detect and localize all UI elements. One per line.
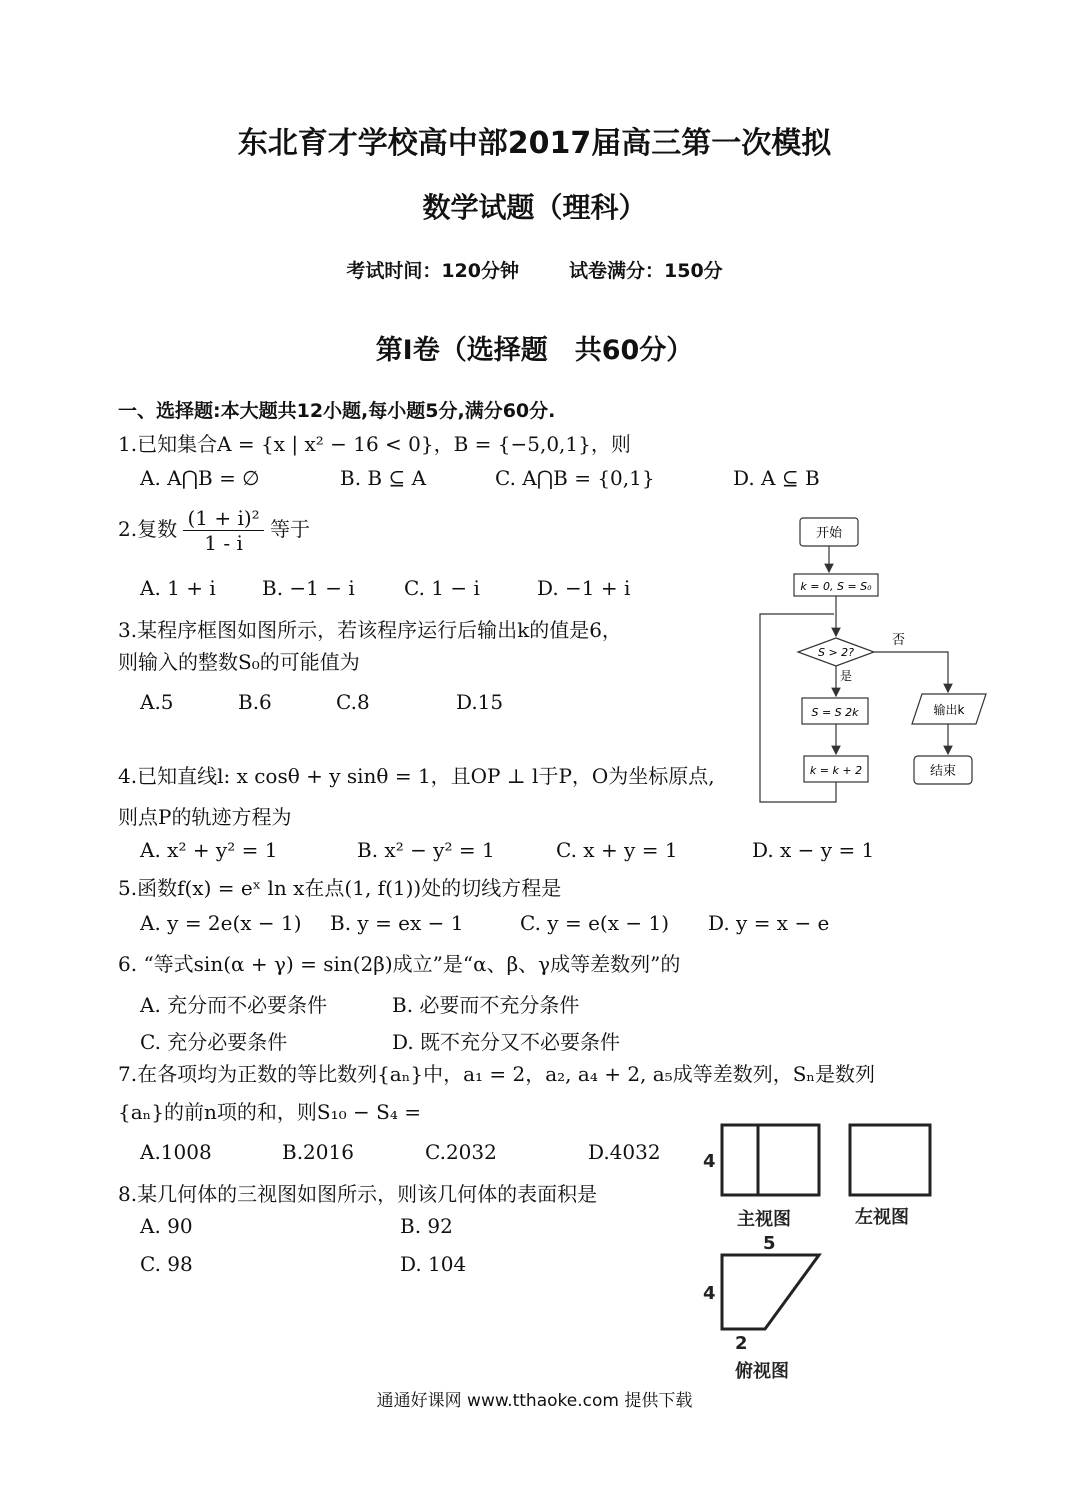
q8-option-a: A. 90 xyxy=(140,1214,193,1238)
q2-option-c: C. 1 − i xyxy=(404,576,480,600)
flowchart-end-text: 结束 xyxy=(929,764,957,779)
question-2-stem xyxy=(118,506,310,555)
question-3-stem-2: 则输入的整数S₀的可能值为 xyxy=(118,650,360,674)
top-view-trapezoid xyxy=(722,1255,819,1329)
exam-time: 考试时间：120分钟 xyxy=(346,260,519,282)
flowchart-condition-text: S > 2? xyxy=(817,646,855,659)
question-6-stem: 6. “等式sin(α + γ) = sin(2β)成立”是“α、β、γ成等差数列”的 xyxy=(118,952,681,976)
q5-option-c: C. y = e(x − 1) xyxy=(520,911,669,935)
q8-option-d: D. 104 xyxy=(400,1252,467,1276)
q3-option-d: D.15 xyxy=(456,690,504,714)
flowchart-yes-label: 是 xyxy=(840,669,853,683)
q6-option-b: B. 必要而不充分条件 xyxy=(392,993,580,1017)
question-8-stem: 8.某几何体的三视图如图所示，则该几何体的表面积是 xyxy=(118,1182,598,1206)
q2-stem-suffix: 等于 xyxy=(270,517,311,541)
flowchart-output-text: 输出k xyxy=(933,703,965,717)
part-title: 第Ⅰ卷（选择题 共60分） xyxy=(375,335,694,366)
q7-option-b: B.2016 xyxy=(282,1140,354,1164)
school-title: 东北育才学校高中部2017届高三第一次模拟 xyxy=(237,126,832,161)
front-view-height-label: 4 xyxy=(703,1151,716,1172)
q6-option-c: C. 充分必要条件 xyxy=(140,1030,288,1054)
q2-option-d: D. −1 + i xyxy=(537,576,631,600)
top-view-label: 俯视图 xyxy=(735,1361,789,1382)
flowchart-step1-text: S = S 2k xyxy=(811,706,859,719)
q5-option-b: B. y = ex − 1 xyxy=(330,911,464,935)
top-view-width-label: 5 xyxy=(763,1233,776,1254)
q5-option-d: D. y = x − e xyxy=(708,911,830,935)
q7-option-d: D.4032 xyxy=(588,1140,661,1164)
subject-title: 数学试题（理科） xyxy=(422,191,647,224)
question-3-stem: 3.某程序框图如图所示，若该程序运行后输出k的值是6， xyxy=(118,618,622,642)
question-4-stem: 4.已知直线l: x cosθ + y sinθ = 1，且OP ⊥ l于P，O为坐标原点, xyxy=(118,764,715,788)
question-1-stem: 1.已知集合A = {x | x² − 16 < 0}，B = {−5,0,1}，则 xyxy=(118,432,631,456)
q1-option-d: D. A ⊆ B xyxy=(733,466,820,490)
flowchart-step2-text: k = k + 2 xyxy=(809,764,863,777)
q4-option-b: B. x² − y² = 1 xyxy=(357,838,495,862)
q8-option-c: C. 98 xyxy=(140,1252,193,1276)
three-view-figure xyxy=(695,1115,955,1385)
exam-info xyxy=(0,256,1069,283)
question-7-stem-2: {aₙ}的前n项的和，则S₁₀ − S₄ = xyxy=(118,1100,421,1124)
front-view-label: 主视图 xyxy=(737,1209,791,1230)
flowchart-init-text: k = 0, S = S₀ xyxy=(800,580,872,593)
q7-option-a: A.1008 xyxy=(140,1140,212,1164)
q8-option-b: B. 92 xyxy=(400,1214,453,1238)
q2-denominator: 1 - i xyxy=(204,531,243,555)
footer-text: 通通好课网 www.tthaoke.com 提供下载 xyxy=(376,1391,693,1411)
question-7-stem: 7.在各项均为正数的等比数列{aₙ}中，a₁ = 2，a₂, a₄ + 2, a₅成等差数列，Sₙ是数列 xyxy=(118,1062,876,1086)
flowchart-no-label: 否 xyxy=(892,633,906,648)
flowchart xyxy=(750,510,1000,810)
q6-option-d: D. 既不充分又不必要条件 xyxy=(392,1030,621,1054)
section-heading: 一、选择题:本大题共12小题,每小题5分,满分60分. xyxy=(118,400,556,422)
q7-option-c: C.2032 xyxy=(425,1140,497,1164)
q4-option-c: C. x + y = 1 xyxy=(556,838,678,862)
q3-option-b: B.6 xyxy=(238,690,272,714)
top-view-bottom-label: 2 xyxy=(735,1333,748,1354)
side-view-label: 左视图 xyxy=(855,1207,909,1228)
q2-numerator: (1 + i)² xyxy=(183,506,263,531)
side-view-rect xyxy=(850,1125,930,1195)
flowchart-start-text: 开始 xyxy=(815,526,843,541)
q2-option-a: A. 1 + i xyxy=(140,576,216,600)
top-view-height-label: 4 xyxy=(703,1283,716,1304)
front-view-rect xyxy=(722,1125,819,1195)
q3-option-a: A.5 xyxy=(140,690,174,714)
q5-option-a: A. y = 2e(x − 1) xyxy=(140,911,302,935)
q2-option-b: B. −1 − i xyxy=(262,576,355,600)
question-4-stem-2: 则点P的轨迹方程为 xyxy=(118,805,292,829)
q4-option-a: A. x² + y² = 1 xyxy=(140,838,278,862)
q1-option-a: A. A⋂B = ∅ xyxy=(140,466,260,490)
q2-fraction xyxy=(183,506,263,555)
q2-stem-prefix: 2.复数 xyxy=(118,517,178,541)
q1-option-b: B. B ⊆ A xyxy=(340,466,427,490)
q3-option-c: C.8 xyxy=(336,690,370,714)
q4-option-d: D. x − y = 1 xyxy=(752,838,875,862)
full-score: 试卷满分：150分 xyxy=(569,260,723,282)
q1-option-c: C. A⋂B = {0,1} xyxy=(495,466,655,490)
question-5-stem: 5.函数f(x) = eˣ ln x在点(1, f(1))处的切线方程是 xyxy=(118,876,562,900)
flowchart-no-branch xyxy=(874,652,948,692)
q6-option-a: A. 充分而不必要条件 xyxy=(140,993,328,1017)
